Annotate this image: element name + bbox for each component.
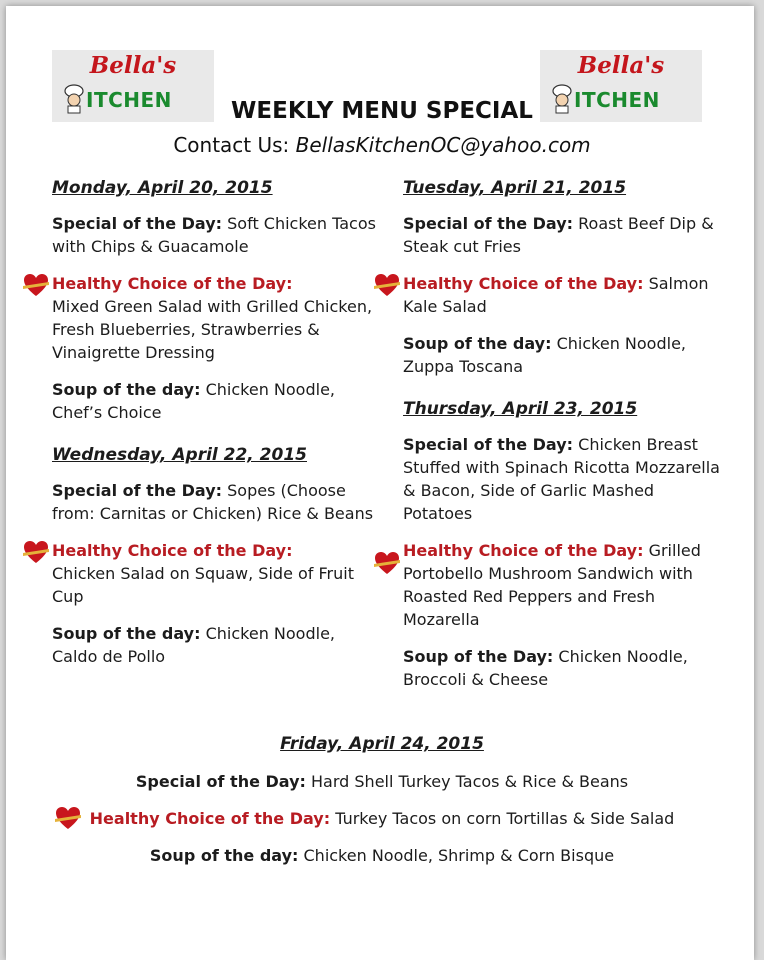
- soup-item: [0, 844, 764, 867]
- healthy-text: Salmon Kale Salad: [403, 274, 709, 316]
- special-label: Special of the Day:: [403, 435, 574, 454]
- special-item: [0, 770, 764, 793]
- page-title: WEEKLY MENU SPECIAL: [231, 98, 533, 124]
- logo-script-text: Bella's: [89, 52, 177, 79]
- soup-item: [403, 332, 723, 378]
- contact-email: BellasKitchenOC@yahoo.com: [295, 133, 591, 157]
- special-label: Special of the Day:: [135, 772, 306, 791]
- healthy-text: Mixed Green Salad with Grilled Chicken, Fresh Blueberries, Strawberries & Vinaigrette Dressing: [52, 297, 373, 362]
- healthy-item: [52, 539, 382, 608]
- wednesday-section: [52, 444, 382, 682]
- contact-line: [0, 133, 764, 157]
- special-label: Special of the Day:: [52, 481, 223, 500]
- soup-label: Soup of the day:: [403, 334, 552, 353]
- logo-kitchen-word: ITCHEN: [574, 88, 660, 112]
- special-label: Special of the Day:: [403, 214, 574, 233]
- special-text: Soft Chicken Tacos with Chips & Guacamole: [52, 214, 376, 256]
- special-text: Chicken Breast Stuffed with Spinach Ricotta Mozzarella & Bacon, Side of Garlic Mashed Potatoes: [403, 435, 720, 523]
- special-text: Hard Shell Turkey Tacos & Rice & Beans: [311, 772, 629, 791]
- day-heading: Wednesday, April 22, 2015: [52, 445, 307, 465]
- healthy-item: [52, 272, 382, 364]
- tuesday-section: [403, 177, 723, 392]
- healthy-label: Healthy Choice of the Day:: [89, 809, 331, 828]
- healthy-label: Healthy Choice of the Day:: [52, 274, 293, 293]
- special-item: [403, 212, 723, 258]
- day-heading: Friday, April 24, 2015: [280, 734, 484, 754]
- soup-item: [52, 378, 382, 424]
- healthy-label: Healthy Choice of the Day:: [403, 274, 644, 293]
- special-label: Special of the Day:: [52, 214, 223, 233]
- heart-ribbon-icon: [373, 272, 401, 298]
- healthy-line: [90, 807, 675, 830]
- soup-label: Soup of the Day:: [403, 647, 554, 666]
- soup-label: Soup of the day:: [149, 846, 299, 865]
- soup-text: Chicken Noodle, Zuppa Toscana: [403, 334, 686, 376]
- healthy-text: Chicken Salad on Squaw, Side of Fruit Cup: [52, 564, 354, 606]
- day-heading: Thursday, April 23, 2015: [403, 399, 638, 419]
- special-item: [403, 433, 723, 525]
- heart-ribbon-icon: [22, 272, 50, 298]
- healthy-text: Turkey Tacos on corn Tortillas & Side Salad: [335, 809, 675, 828]
- logo-kitchen-word: ITCHEN: [86, 88, 172, 112]
- soup-text: Chicken Noodle, Caldo de Pollo: [52, 624, 335, 666]
- soup-text: Chicken Noodle, Broccoli & Cheese: [403, 647, 688, 689]
- friday-section: [0, 734, 764, 881]
- day-heading: Tuesday, April 21, 2015: [403, 178, 627, 198]
- special-text: Roast Beef Dip & Steak cut Fries: [403, 214, 714, 256]
- soup-text: Chicken Noodle, Shrimp & Corn Bisque: [303, 846, 615, 865]
- heart-ribbon-icon: [373, 550, 401, 576]
- healthy-text: Grilled Portobello Mushroom Sandwich with Roasted Red Peppers and Fresh Mozarella: [403, 541, 701, 629]
- healthy-item: [403, 539, 723, 631]
- healthy-item: [403, 272, 723, 318]
- soup-label: Soup of the day:: [52, 380, 201, 399]
- day-heading: Monday, April 20, 2015: [52, 178, 273, 198]
- special-text: Sopes (Choose from: Carnitas or Chicken) Rice & Beans: [52, 481, 374, 523]
- healthy-label: Healthy Choice of the Day:: [403, 541, 644, 560]
- soup-item: [403, 645, 723, 691]
- soup-label: Soup of the day:: [52, 624, 201, 643]
- soup-text: Chicken Noodle, Chef’s Choice: [52, 380, 335, 422]
- monday-section: [52, 177, 382, 438]
- contact-label: Contact Us:: [173, 133, 290, 157]
- healthy-label: Healthy Choice of the Day:: [52, 541, 293, 560]
- healthy-item: [0, 807, 764, 830]
- heart-ribbon-icon: [54, 805, 82, 831]
- special-item: [52, 479, 382, 525]
- soup-item: [52, 622, 382, 668]
- thursday-section: [403, 398, 723, 705]
- special-item: [52, 212, 382, 258]
- logo-script-text: Bella's: [577, 52, 665, 79]
- heart-ribbon-icon: [22, 539, 50, 565]
